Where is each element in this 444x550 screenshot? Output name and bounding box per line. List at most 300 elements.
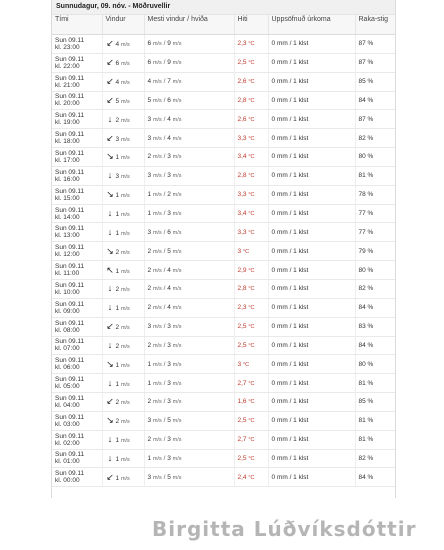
gust-cell: 2 m/s / 3 m/s	[144, 336, 234, 355]
wind-speed: 2	[115, 324, 120, 332]
wind-unit: m/s	[120, 212, 130, 219]
date-text: Sun 09.11	[55, 206, 85, 214]
gust-unit-a: m/s	[152, 361, 162, 368]
gust-avg: 2	[147, 398, 152, 406]
humidity-cell: 81 %	[355, 374, 395, 393]
wind-cell	[102, 374, 144, 393]
gust-avg: 2	[147, 285, 152, 293]
wind-cell	[102, 430, 144, 449]
gust-unit-a: m/s	[152, 192, 162, 199]
gust-max: 2	[167, 191, 171, 199]
wind-speed: 2	[115, 248, 120, 256]
wind-unit: m/s	[120, 117, 130, 124]
table-row	[52, 110, 395, 129]
hour-text: kl. 04:00	[55, 401, 80, 409]
humidity-cell: 79 %	[355, 242, 395, 261]
gust-unit-b: m/s	[172, 324, 182, 331]
date-text: Sun 09.11	[55, 470, 85, 478]
wind-direction-arrow-icon: ↓	[107, 208, 113, 219]
temp-value: 3	[237, 360, 242, 368]
wind-cell	[102, 468, 144, 487]
precip-value: 0	[271, 360, 276, 368]
gust-cell: 1 m/s / 2 m/s	[144, 185, 234, 204]
time-cell	[52, 317, 102, 336]
time-cell	[52, 148, 102, 167]
humidity-cell: 87 %	[355, 35, 395, 54]
wind-speed: 2	[115, 399, 120, 407]
temp-value: 3,4	[237, 210, 247, 218]
time-cell	[52, 298, 102, 317]
gust-unit-a: m/s	[152, 135, 162, 142]
precip-value: 0	[271, 436, 276, 444]
precip-value: 0	[271, 417, 276, 425]
gust-avg: 3	[147, 323, 152, 331]
wind-cell	[102, 317, 144, 336]
gust-unit-b: m/s	[172, 399, 182, 406]
wind-cell	[102, 185, 144, 204]
gust-avg: 4	[147, 78, 152, 86]
temp-unit: °C	[248, 455, 255, 462]
gust-avg: 2	[147, 153, 152, 161]
humidity-cell: 85 %	[355, 393, 395, 412]
table-row	[52, 317, 395, 336]
precip-unit: mm / 1 klst	[276, 115, 309, 123]
temp-value: 2,8	[237, 96, 247, 104]
time-cell	[52, 355, 102, 374]
temp-unit: °C	[248, 399, 255, 406]
date-text: Sun 09.11	[55, 55, 85, 63]
humidity-cell: 82 %	[355, 449, 395, 468]
header-humidity: Raka-stig	[355, 15, 395, 35]
precip-unit: mm / 1 klst	[276, 96, 309, 104]
temp-cell	[234, 374, 268, 393]
precip-cell	[268, 317, 355, 336]
gust-unit-b: m/s	[172, 97, 182, 104]
signature-watermark: Birgitta Lúðvíksdóttir	[152, 517, 417, 541]
gust-cell: 1 m/s / 3 m/s	[144, 355, 234, 374]
precip-unit: mm / 1 klst	[276, 454, 309, 462]
precip-value: 0	[271, 379, 276, 387]
gust-max: 3	[167, 172, 171, 180]
temp-unit: °C	[242, 361, 250, 368]
gust-unit-a: m/s	[152, 342, 162, 349]
gust-max: 4	[167, 115, 171, 123]
date-text: Sun 09.11	[55, 187, 85, 195]
precip-unit: mm / 1 klst	[276, 379, 309, 387]
date-text: Sun 09.11	[55, 376, 85, 384]
hour-text: kl. 18:00	[55, 138, 80, 146]
hour-text: kl. 00:00	[55, 477, 80, 485]
wind-unit: m/s	[120, 362, 130, 369]
precip-cell	[268, 91, 355, 110]
precip-cell	[268, 72, 355, 91]
table-row	[52, 468, 395, 487]
gust-unit-b: m/s	[172, 474, 182, 481]
gust-max: 3	[167, 454, 171, 462]
wind-cell	[102, 35, 144, 54]
wind-unit: m/s	[120, 174, 130, 181]
hour-text: kl. 22:00	[55, 62, 80, 70]
time-cell	[52, 129, 102, 148]
header-time: Tími	[52, 15, 102, 35]
wind-speed: 4	[115, 79, 120, 87]
wind-direction-arrow-icon: ↓	[107, 434, 113, 445]
wind-direction-arrow-icon: ↘	[106, 189, 114, 200]
hour-text: kl. 09:00	[55, 307, 80, 315]
wind-speed: 1	[115, 474, 120, 482]
precip-cell	[268, 110, 355, 129]
temp-value: 3,3	[237, 134, 247, 142]
table-row	[52, 411, 395, 430]
gust-avg: 3	[147, 172, 152, 180]
precip-unit: mm / 1 klst	[276, 153, 309, 161]
precip-unit: mm / 1 klst	[276, 172, 309, 180]
wind-cell	[102, 53, 144, 72]
precip-unit: mm / 1 klst	[276, 210, 309, 218]
temp-cell	[234, 298, 268, 317]
gust-avg: 1	[147, 360, 152, 368]
temp-value: 2,5	[237, 59, 247, 67]
gust-avg: 3	[147, 473, 152, 481]
gust-unit-a: m/s	[152, 418, 162, 425]
wind-direction-arrow-icon: ↘	[106, 415, 114, 426]
temp-unit: °C	[248, 342, 255, 349]
gust-cell: 6 m/s / 9 m/s	[144, 53, 234, 72]
wind-speed: 2	[115, 116, 120, 124]
wind-speed: 3	[115, 135, 120, 143]
temp-value: 3,3	[237, 228, 247, 236]
precip-value: 0	[271, 454, 276, 462]
gust-max: 3	[167, 323, 171, 331]
precip-value: 0	[271, 78, 276, 86]
wind-unit: m/s	[120, 249, 130, 256]
gust-max: 6	[167, 96, 171, 104]
date-text: Sun 09.11	[55, 281, 85, 289]
time-cell	[52, 411, 102, 430]
gust-max: 9	[167, 40, 171, 48]
temp-cell	[234, 336, 268, 355]
precip-cell	[268, 393, 355, 412]
hour-text: kl. 13:00	[55, 232, 80, 240]
gust-unit-a: m/s	[152, 305, 162, 312]
precip-value: 0	[271, 398, 276, 406]
wind-speed: 1	[115, 267, 120, 275]
wind-direction-arrow-icon: ↓	[107, 452, 113, 463]
table-row	[52, 261, 395, 280]
humidity-cell: 85 %	[355, 72, 395, 91]
time-cell	[52, 185, 102, 204]
gust-unit-a: m/s	[152, 437, 162, 444]
humidity-cell: 84 %	[355, 298, 395, 317]
gust-cell: 3 m/s / 6 m/s	[144, 223, 234, 242]
wind-direction-arrow-icon: ↙	[106, 321, 114, 332]
gust-unit-a: m/s	[152, 324, 162, 331]
temp-value: 2,4	[237, 473, 247, 481]
time-cell	[52, 242, 102, 261]
temp-value: 1,6	[237, 398, 247, 406]
precip-value: 0	[271, 266, 276, 274]
gust-max: 4	[167, 266, 171, 274]
time-cell	[52, 204, 102, 223]
gust-avg: 6	[147, 40, 152, 48]
precip-unit: mm / 1 klst	[276, 341, 309, 349]
gust-cell: 3 m/s / 5 m/s	[144, 411, 234, 430]
gust-unit-a: m/s	[152, 173, 162, 180]
wind-speed: 4	[115, 41, 120, 49]
temp-unit: °C	[248, 135, 255, 142]
temp-value: 2,5	[237, 417, 247, 425]
temp-unit: °C	[248, 324, 255, 331]
gust-unit-b: m/s	[172, 305, 182, 312]
gust-avg: 2	[147, 341, 152, 349]
precip-value: 0	[271, 323, 276, 331]
precip-value: 0	[271, 172, 276, 180]
precip-cell	[268, 166, 355, 185]
table-row	[52, 298, 395, 317]
gust-unit-b: m/s	[172, 267, 182, 274]
precip-value: 0	[271, 247, 276, 255]
hour-text: kl. 05:00	[55, 383, 80, 391]
temp-cell	[234, 430, 268, 449]
date-text: Sun 09.11	[55, 74, 85, 82]
humidity-cell: 77 %	[355, 204, 395, 223]
gust-cell: 1 m/s / 3 m/s	[144, 374, 234, 393]
gust-avg: 5	[147, 96, 152, 104]
temp-value: 3,3	[237, 191, 247, 199]
precip-cell	[268, 35, 355, 54]
wind-direction-arrow-icon: ↙	[106, 38, 114, 49]
hour-text: kl. 17:00	[55, 156, 80, 164]
humidity-cell: 81 %	[355, 166, 395, 185]
gust-max: 4	[167, 304, 171, 312]
wind-cell	[102, 261, 144, 280]
gust-unit-a: m/s	[152, 399, 162, 406]
table-row	[52, 53, 395, 72]
gust-max: 3	[167, 341, 171, 349]
gust-max: 5	[167, 417, 171, 425]
date-text: Sun 09.11	[55, 394, 85, 402]
gust-unit-b: m/s	[172, 342, 182, 349]
wind-speed: 1	[115, 361, 120, 369]
gust-unit-a: m/s	[152, 79, 162, 86]
hour-text: kl. 21:00	[55, 81, 80, 89]
temp-value: 2,6	[237, 78, 247, 86]
precip-cell	[268, 53, 355, 72]
precip-value: 0	[271, 304, 276, 312]
hour-text: kl. 01:00	[55, 458, 80, 466]
temp-unit: °C	[248, 116, 255, 123]
temp-unit: °C	[248, 173, 255, 180]
gust-cell: 2 m/s / 3 m/s	[144, 430, 234, 449]
gust-cell: 3 m/s / 5 m/s	[144, 468, 234, 487]
gust-cell: 2 m/s / 4 m/s	[144, 298, 234, 317]
precip-cell	[268, 374, 355, 393]
wind-unit: m/s	[120, 400, 130, 407]
wind-direction-arrow-icon: ↓	[107, 113, 113, 124]
temp-cell	[234, 355, 268, 374]
wind-direction-arrow-icon: ↙	[106, 471, 114, 482]
date-text: Sun 09.11	[55, 112, 85, 120]
hour-text: kl. 20:00	[55, 100, 80, 108]
temp-value: 2,3	[237, 304, 247, 312]
humidity-cell: 78 %	[355, 185, 395, 204]
gust-avg: 2	[147, 436, 152, 444]
header-gust: Mesti vindur / hviða	[144, 15, 234, 35]
precip-value: 0	[271, 285, 276, 293]
humidity-cell: 80 %	[355, 355, 395, 374]
wind-speed: 1	[115, 380, 120, 388]
precip-unit: mm / 1 klst	[276, 473, 309, 481]
temp-value: 2,6	[237, 115, 247, 123]
wind-direction-arrow-icon: ↓	[107, 339, 113, 350]
precip-unit: mm / 1 klst	[276, 59, 309, 67]
precip-cell	[268, 204, 355, 223]
date-text: Sun 09.11	[55, 432, 85, 440]
precip-unit: mm / 1 klst	[276, 417, 309, 425]
humidity-cell: 84 %	[355, 468, 395, 487]
temp-unit: °C	[248, 380, 255, 387]
gust-avg: 1	[147, 210, 152, 218]
date-text: Sun 09.11	[55, 244, 85, 252]
time-cell	[52, 279, 102, 298]
wind-unit: m/s	[120, 136, 130, 143]
wind-unit: m/s	[120, 475, 130, 482]
precip-value: 0	[271, 134, 276, 142]
precip-unit: mm / 1 klst	[276, 228, 309, 236]
temp-unit: °C	[248, 418, 255, 425]
gust-cell: 3 m/s / 3 m/s	[144, 317, 234, 336]
time-cell	[52, 430, 102, 449]
wind-cell	[102, 336, 144, 355]
gust-max: 9	[167, 59, 171, 67]
gust-unit-b: m/s	[172, 286, 182, 293]
temp-cell	[234, 185, 268, 204]
precip-cell	[268, 430, 355, 449]
humidity-cell: 84 %	[355, 91, 395, 110]
temp-unit: °C	[242, 248, 250, 255]
time-cell	[52, 166, 102, 185]
temp-value: 2,5	[237, 323, 247, 331]
date-text: Sun 09.11	[55, 263, 85, 271]
temp-unit: °C	[248, 211, 255, 218]
wind-cell	[102, 223, 144, 242]
gust-max: 4	[167, 285, 171, 293]
humidity-cell: 77 %	[355, 223, 395, 242]
humidity-cell: 80 %	[355, 261, 395, 280]
wind-speed: 1	[115, 154, 120, 162]
wind-speed: 1	[115, 305, 120, 313]
gust-max: 3	[167, 210, 171, 218]
wind-speed: 1	[115, 455, 120, 463]
gust-cell: 5 m/s / 6 m/s	[144, 91, 234, 110]
precip-unit: mm / 1 klst	[276, 78, 309, 86]
gust-cell: 2 m/s / 4 m/s	[144, 279, 234, 298]
time-cell	[52, 35, 102, 54]
temp-unit: °C	[248, 229, 255, 236]
gust-cell: 3 m/s / 4 m/s	[144, 110, 234, 129]
gust-avg: 3	[147, 228, 152, 236]
gust-unit-b: m/s	[172, 380, 182, 387]
temp-value: 3,4	[237, 153, 247, 161]
header-wind: Vindur	[102, 15, 144, 35]
temp-value: 2,3	[237, 40, 247, 48]
gust-cell: 2 m/s / 5 m/s	[144, 242, 234, 261]
precip-unit: mm / 1 klst	[276, 191, 309, 199]
precip-value: 0	[271, 210, 276, 218]
table-row	[52, 355, 395, 374]
wind-cell	[102, 72, 144, 91]
wind-direction-arrow-icon: ↙	[106, 132, 114, 143]
gust-unit-b: m/s	[172, 41, 182, 48]
temp-cell	[234, 223, 268, 242]
weather-table	[52, 15, 395, 487]
hour-text: kl. 23:00	[55, 43, 80, 51]
wind-cell	[102, 449, 144, 468]
wind-speed: 1	[115, 437, 120, 445]
wind-direction-arrow-icon: ↓	[107, 226, 113, 237]
temp-value: 2,7	[237, 436, 247, 444]
hour-text: kl. 19:00	[55, 119, 80, 127]
temp-unit: °C	[248, 286, 255, 293]
gust-avg: 3	[147, 417, 152, 425]
precip-cell	[268, 185, 355, 204]
precip-unit: mm / 1 klst	[276, 134, 309, 142]
wind-unit: m/s	[120, 287, 130, 294]
gust-max: 3	[167, 398, 171, 406]
precip-unit: mm / 1 klst	[276, 323, 309, 331]
gust-max: 3	[167, 436, 171, 444]
date-text: Sun 09.11	[55, 36, 85, 44]
gust-avg: 2	[147, 247, 152, 255]
temp-cell	[234, 129, 268, 148]
precip-cell	[268, 242, 355, 261]
table-row	[52, 336, 395, 355]
hour-text: kl. 11:00	[55, 270, 80, 278]
gust-unit-a: m/s	[152, 211, 162, 218]
weather-table-panel	[51, 0, 396, 498]
hour-text: kl. 08:00	[55, 326, 80, 334]
time-cell	[52, 449, 102, 468]
wind-direction-arrow-icon: ↓	[107, 377, 113, 388]
date-text: Sun 09.11	[55, 93, 85, 101]
temp-value: 2,8	[237, 285, 247, 293]
time-cell	[52, 374, 102, 393]
precip-value: 0	[271, 115, 276, 123]
temp-cell	[234, 110, 268, 129]
gust-max: 6	[167, 228, 171, 236]
table-row	[52, 279, 395, 298]
gust-unit-b: m/s	[172, 79, 182, 86]
gust-max: 7	[167, 78, 171, 86]
precip-cell	[268, 223, 355, 242]
wind-direction-arrow-icon: ↓	[107, 283, 113, 294]
temp-unit: °C	[248, 305, 255, 312]
gust-unit-a: m/s	[152, 380, 162, 387]
date-text: Sun 09.11	[55, 300, 85, 308]
hour-text: kl. 10:00	[55, 288, 80, 296]
hour-text: kl. 15:00	[55, 194, 80, 202]
temp-cell	[234, 393, 268, 412]
temp-unit: °C	[248, 60, 255, 67]
wind-cell	[102, 411, 144, 430]
precip-value: 0	[271, 59, 276, 67]
time-cell	[52, 110, 102, 129]
precip-unit: mm / 1 klst	[276, 40, 309, 48]
precip-value: 0	[271, 96, 276, 104]
humidity-cell: 81 %	[355, 411, 395, 430]
gust-cell: 2 m/s / 4 m/s	[144, 261, 234, 280]
time-cell	[52, 468, 102, 487]
